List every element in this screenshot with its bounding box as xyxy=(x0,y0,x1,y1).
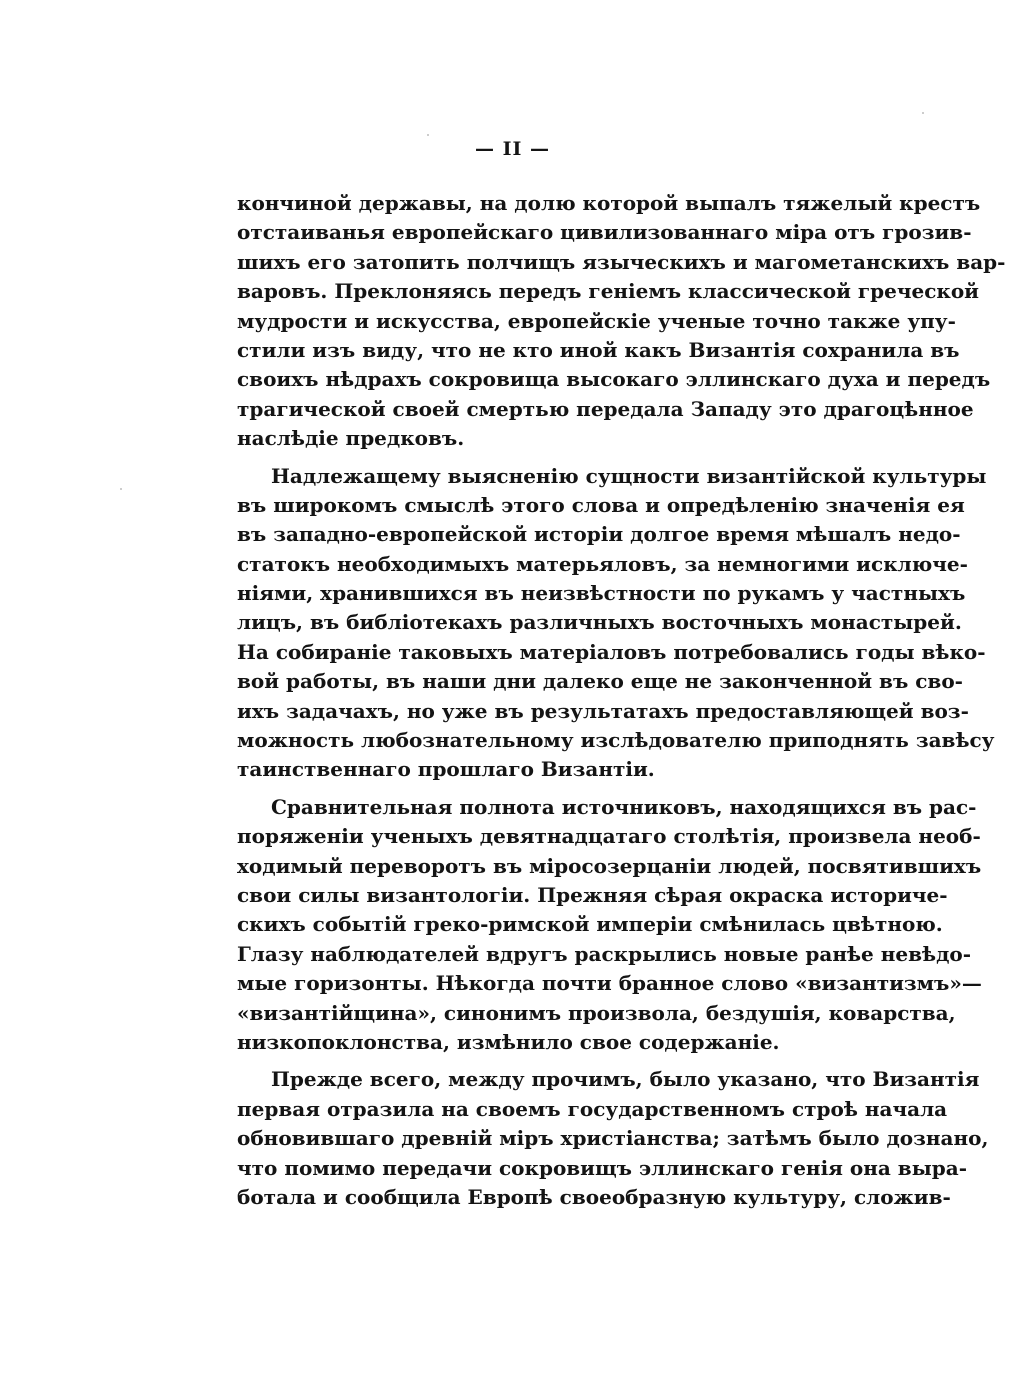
text-line: первая отразила на своемъ государственномъ строѣ начала xyxy=(237,1096,948,1121)
text-line: лицъ, въ библіотекахъ различныхъ восточныхъ монастырей. xyxy=(237,610,962,635)
text-line: свои силы византологіи. Прежняя сѣрая окраска историче- xyxy=(237,882,948,907)
text-line: таинственнаго прошлаго Византіи. xyxy=(237,757,655,782)
text-line: въ широкомъ смыслѣ этого слова и опредѣленію значенія ея xyxy=(237,492,965,517)
text-line: поряженіи ученыхъ девятнадцатаго столѣтія, произвела необ- xyxy=(237,824,981,849)
text-line: Прежде всего, между прочимъ, было указано, что Византія xyxy=(271,1067,980,1092)
text-line: шихъ его затопить полчищъ языческихъ и магометанскихъ вар- xyxy=(237,249,1006,274)
text-line: ходимый переворотъ въ міросозерцаніи людей, посвятившихъ xyxy=(237,853,982,878)
text-line: стили изъ виду, что не кто иной какъ Византія сохранила въ xyxy=(237,337,960,362)
text-line: отстаиванья европейскаго цивилизованнаго міра отъ грозив- xyxy=(237,220,972,245)
text-line: статокъ необходимыхъ матерьяловъ, за немногими исключе- xyxy=(237,551,968,576)
text-line: вой работы, въ наши дни далеко еще не законченной въ сво- xyxy=(237,669,963,694)
paragraph xyxy=(237,1065,989,1212)
text-line: Сравнительная полнота источниковъ, находящихся въ рас- xyxy=(271,794,977,819)
text-line: въ западно-европейской исторіи долгое время мѣшалъ недо- xyxy=(237,522,961,547)
text-line: низкопоклонства, измѣнило свое содержаніе. xyxy=(237,1029,780,1054)
text-line: обновившаго древній міръ христіанства; затѣмъ было дознано, xyxy=(237,1126,989,1151)
text-line: что помимо передачи сокровищъ эллинскаго генія она выра- xyxy=(237,1155,967,1180)
text-line: мудрости и искусства, европейскіе ученые точно также упу- xyxy=(237,308,956,333)
text-line: трагической своей смертью передала Западу это драгоцѣнное xyxy=(237,396,974,421)
paper-speck xyxy=(427,134,429,136)
body-text xyxy=(237,189,1006,1220)
text-line: ботала и сообщила Европѣ своеобразную культуру, сложив- xyxy=(237,1184,951,1209)
text-line: можность любознательному изслѣдователю приподнять завѣсу xyxy=(237,728,995,753)
text-line: ніями, хранившихся въ неизвѣстности по рукамъ у частныхъ xyxy=(237,581,966,606)
paragraph xyxy=(237,793,982,1058)
text-line: варовъ. Преклоняясь передъ геніемъ классической греческой xyxy=(237,279,979,304)
paper-speck xyxy=(120,488,122,490)
text-line: своихъ нѣдрахъ сокровища высокаго эллинскаго духа и передъ xyxy=(237,367,991,392)
text-line: мые горизонты. Нѣкогда почти бранное слово «византизмъ»— xyxy=(237,971,982,996)
text-line: Надлежащему выясненію сущности византійской культуры xyxy=(271,463,987,488)
paragraph xyxy=(237,462,995,785)
text-line: Глазу наблюдателей вдругъ раскрылись новые ранѣе невѣдо- xyxy=(237,941,972,966)
text-line: наслѣдіе предковъ. xyxy=(237,426,465,451)
text-line: «византійщина», синонимъ произвола, бездушія, коварства, xyxy=(237,1000,956,1025)
text-line: скихъ событій греко-римской имперіи смѣнилась цвѣтною. xyxy=(237,912,943,937)
text-line: ихъ задачахъ, но уже въ результатахъ предоставляющей воз- xyxy=(237,698,969,723)
paragraph xyxy=(237,189,1006,454)
text-line: На собираніе таковыхъ матеріаловъ потребовались годы вѣко- xyxy=(237,639,986,664)
page-number-header: — II — xyxy=(474,138,550,160)
paper-speck xyxy=(922,112,924,114)
text-line: кончиной державы, на долю которой выпалъ тяжелый крестъ xyxy=(237,191,981,215)
